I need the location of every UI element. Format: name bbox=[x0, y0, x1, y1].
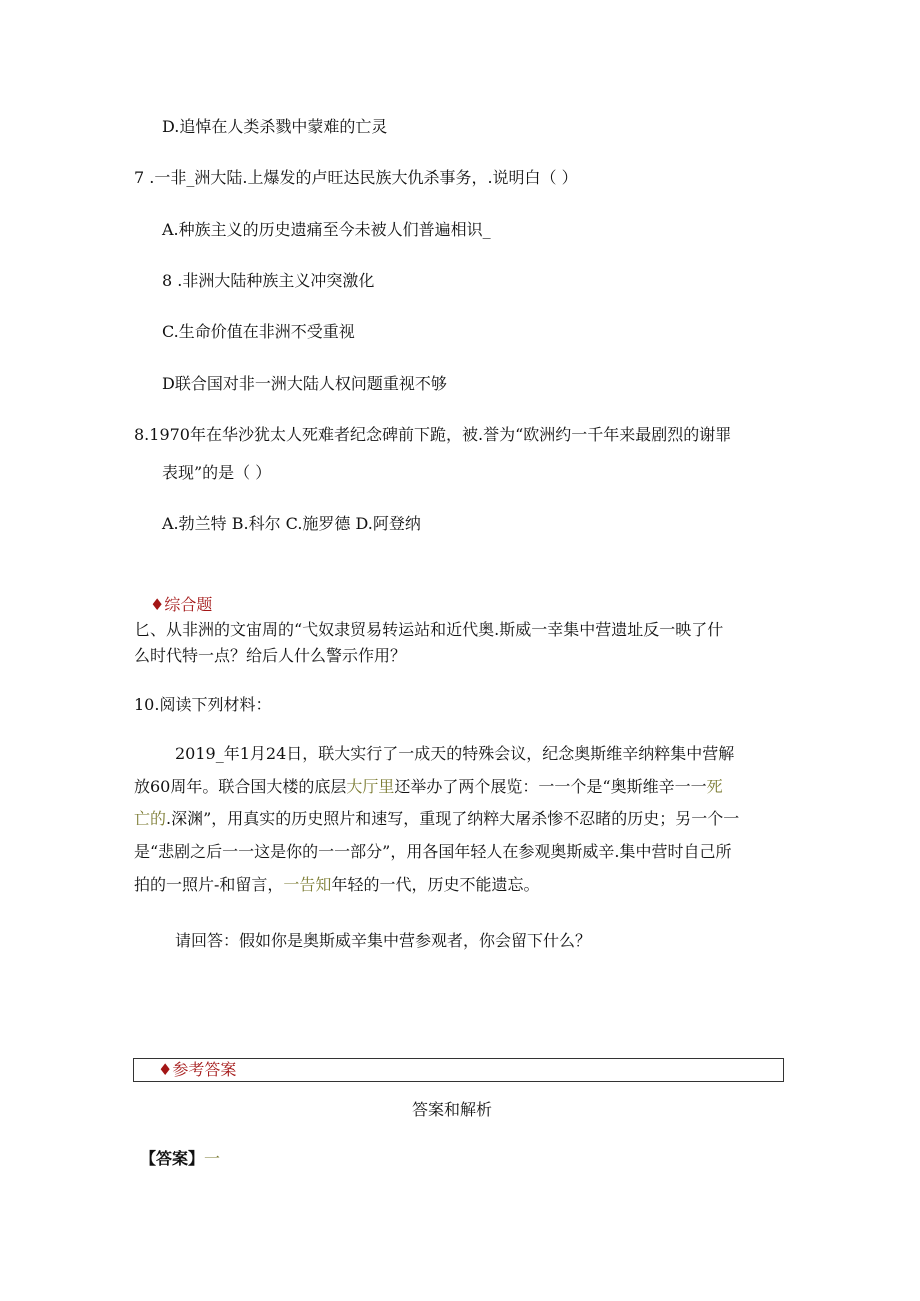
q10-question: 请回答：假如你是奥斯威辛集中营参观者，你会留下什么？ bbox=[175, 931, 592, 950]
q10-para-line5-c: 年轻的一代，历史不能遗忘。 bbox=[331, 875, 540, 894]
reference-answer-heading bbox=[158, 1059, 236, 1081]
q8-stem-line2: 表现”的是（ ） bbox=[162, 463, 272, 482]
q10-para-line2 bbox=[134, 776, 723, 798]
q10-para-line2-a: 放60周年。联合国大楼的底层 bbox=[134, 777, 347, 796]
q10-para-line2-c: 还举办了两个展览：一一个是“奥斯维辛一一 bbox=[394, 777, 707, 796]
q6-option-d: D.追悼在人类杀戮中蒙难的亡灵 bbox=[162, 117, 388, 136]
reference-answer-box bbox=[133, 1058, 784, 1082]
q9-line1: 匕、从非洲的文宙周的“弋奴隶贸易转运站和近代奥.斯威一幸集中营遗址反一映了什 bbox=[134, 620, 724, 639]
q10-para-line2-b: 大厅里 bbox=[346, 777, 395, 796]
answer-label: 【答案】 bbox=[140, 1149, 205, 1168]
q10-intro: 10.阅读下列材料： bbox=[134, 695, 272, 714]
comprehensive-heading bbox=[150, 594, 212, 616]
reference-answer-label: 参考答案 bbox=[172, 1060, 237, 1079]
q10-para-line1: 2019_年1月24日，联大实行了一成天的特殊会议，纪念奥斯维辛纳粹集中营解 bbox=[175, 744, 735, 763]
q7-option-d: D联合国对非一洲大陆人权问题重视不够 bbox=[162, 374, 447, 393]
q7-option-c: C.生命价值在非洲不受重视 bbox=[162, 322, 355, 341]
first-answer bbox=[140, 1148, 220, 1170]
q10-para-line3-a: 亡的 bbox=[134, 809, 167, 828]
answers-title: 答案和解析 bbox=[412, 1100, 493, 1119]
q10-para-line5-a: 拍的一照片-和留言， bbox=[134, 875, 284, 894]
q10-para-line4: 是“悲剧之后一一这是你的一一部分”，用各国年轻人在参观奥斯威辛.集中营时自己所 bbox=[134, 842, 732, 861]
comprehensive-heading-label: 综合题 bbox=[164, 595, 213, 614]
q8-options: A.勃兰特 B.科尔 C.施罗德 D.阿登纳 bbox=[162, 514, 421, 533]
q10-para-line3-b: .深渊”，用真实的历史照片和速写，重现了纳粹大屠杀惨不忍睹的历史；另一个一 bbox=[166, 809, 740, 828]
q7-option-a: A.种族主义的历史遗痛至今未被人们普遍相识_ bbox=[162, 220, 491, 239]
diamond-bullet-icon: ♦ bbox=[150, 595, 165, 614]
q10-para-line5 bbox=[134, 874, 539, 896]
answer-value: 一 bbox=[204, 1149, 221, 1168]
q8-stem-line1: 8.1970年在华沙犹太人死难者纪念碑前下跪，被.誉为“欧洲约一千年来最剧烈的谢罪 bbox=[134, 425, 732, 444]
q7-stem: 7 .一非_洲大陆.上爆发的卢旺达民族大仇杀事务，.说明白（ ） bbox=[134, 168, 578, 187]
diamond-bullet-icon: ♦ bbox=[158, 1060, 173, 1079]
q7-option-b: 8 .非洲大陆种族主义冲突激化 bbox=[162, 271, 375, 290]
q10-para-line3 bbox=[134, 808, 739, 830]
q10-para-line5-b: 一告知 bbox=[283, 875, 332, 894]
q10-para-line2-d: 死 bbox=[706, 777, 723, 796]
q9-line2: 么时代特一点？给后人什么警示作用？ bbox=[134, 646, 407, 665]
